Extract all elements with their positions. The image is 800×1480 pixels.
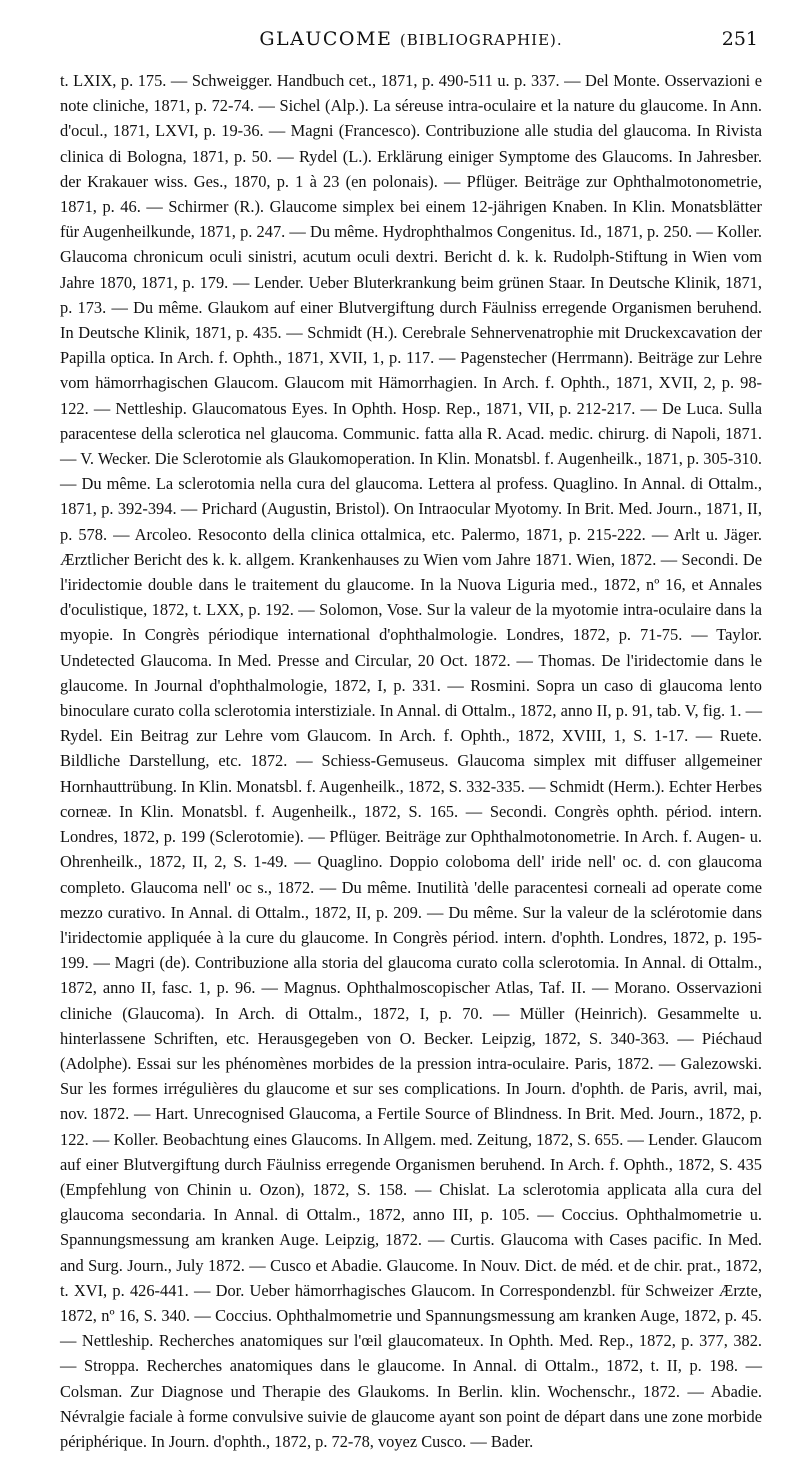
running-title-sub: (BIBLIOGRAPHIE). bbox=[399, 31, 563, 49]
running-title bbox=[60, 28, 762, 50]
running-head bbox=[60, 28, 762, 54]
page-number: 251 bbox=[721, 28, 758, 50]
running-title-main: GLAUCOME bbox=[259, 28, 393, 50]
bibliography-text: t. LXIX, p. 175. — Schweigger. Handbuch cet., 1871, p. 490-511 u. p. 337. — Del Monte. Osservazioni e note cliniche, 1871, p. 72-74. — Sichel (Alp.). La séreuse intra-oculaire et la nature du glaucome. In Ann. d'ocul., 1871, LXVI, p. 19-36. — Magni (Francesco). Contribuzione alle studia del glaucoma. In Rivista clinica di Bologna, 1871, p. 50. — Rydel (L.). Erklärung einiger Symptome des Glaucoms. In Jahresber. der Krakauer wiss. Ges., 1870, p. 1 à 23 (en polonais). — Pflüger. Beiträge zur Ophthalmotonometrie, 1871, p. 46. — Schirmer (R.). Glaucome simplex bei einem 12-jährigen Knaben. In Klin. Monatsblätter für Augenheilkunde, 1871, p. 247. — Du même. Hydrophthalmos Congenitus. Id., 1871, p. 250. — Koller. Glaucoma chronicum oculi sinistri, acutum oculi dextri. Bericht d. k. k. Rudolph-Stiftung in Wien vom Jahre 1870, 1871, p. 179. — Lender. Ueber Bluterkrankung beim grünen Staar. In Deutsche Klinik, 1871, p. 173. — Du même. Glaukom auf einer Blutvergiftung durch Fäulniss erregende Organismen beruhend. In Deutsche Klinik, 1871, p. 435. — Schmidt (H.). Cerebrale Sehnervenatrophie mit Druckexcavation der Papilla optica. In Arch. f. Ophth., 1871, XVII, 1, p. 117. — Pagenstecher (Herrmann). Beiträge zur Lehre vom hämorrhagischen Glaucom. Glaucom mit Hämorrhagien. In Arch. f. Ophth., 1871, XVII, 2, p. 98-122. — Nettleship. Glaucomatous Eyes. In Ophth. Hosp. Rep., 1871, VII, p. 212-217. — De Luca. Sulla paracentese della sclerotica nel glaucoma. Communic. fatta alla R. Acad. medic. chirurg. di Napoli, 1871. — V. Wecker. Die Sclerotomie als Glaukomoperation. In Klin. Monatsbl. f. Augenheilk., 1871, p. 305-310. — Du même. La sclerotomia nella cura del glaucoma. Lettera al profess. Quaglino. In Annal. di Ottalm., 1871, p. 392-394. — Prichard (Augustin, Bristol). On Intraocular Myotomy. In Brit. Med. Journ., 1871, II, p. 578. — Arcoleo. Resoconto della clinica ottalmica, etc. Palermo, 1871, p. 215-222. — Arlt u. Jäger. Ærztlicher Bericht des k. k. allgem. Krankenhauses zu Wien vom Jahre 1871. Wien, 1872. — Secondi. De l'iridectomie double dans le traitement du glaucome. In la Nuova Liguria med., 1872, nº 16, et Annales d'oculistique, 1872, t. LXX, p. 192. — Solomon, Vose. Sur la valeur de la myotomie intra-oculaire dans la myopie. In Congrès périodique international d'ophthalmologie. Londres, 1872, p. 71-75. — Taylor. Undetected Glaucoma. In Med. Presse and Circular, 20 Oct. 1872. — Thomas. De l'iridectomie dans le glaucome. In Journal d'ophthalmologie, 1872, I, p. 331. — Rosmini. Sopra un caso di glaucoma lento binoculare curato colla sclerotomia interstiziale. In Annal. di Ottalm., 1872, anno II, p. 91, tab. V, fig. 1. — Rydel. Ein Beitrag zur Lehre vom Glaucom. In Arch. f. Ophth., 1872, XVIII, 1, S. 1-17. — Ruete. Bildliche Darstellung, etc. 1872. — Schiess-Gemuseus. Glaucoma simplex mit diffuser allgemeiner Hornhauttrübung. In Klin. Monatsbl. f. Augenheilk., 1872, S. 332-335. — Schmidt (Herm.). Echter Herbes corneæ. In Klin. Monatsbl. f. Augenheilk., 1872, S. 165. — Secondi. Congrès ophth. périod. intern. Londres, 1872, p. 199 (Sclerotomie). — Pflüger. Beiträge zur Ophthalmotonometrie. In Arch. f. Augen- u. Ohrenheilk., 1872, II, 2, S. 1-49. — Quaglino. Doppio coloboma dell' iride nell' oc. d. con glaucoma completo. Glaucoma nell' oc s., 1872. — Du même. Inutilità 'delle paracentesi corneali ad operate come mezzo curativo. In Annal. di Ottalm., 1872, II, p. 209. — Du même. Sur la valeur de la sclérotomie dans l'iridectomie appliquée à la cure du glaucome. In Congrès périod. intern. d'ophth. Londres, 1872, p. 195-199. — Magri (de). Contribuzione alla storia del glaucoma curato colla sclerotomia. In Annal. di Ottalm., 1872, anno II, fasc. 1, p. 96. — Magnus. Ophthalmoscopischer Atlas, Taf. II. — Morano. Osservazioni cliniche (Glaucoma). In Arch. di Ottalm., 1872, I, p. 70. — Müller (Heinrich). Gesammelte u. hinterlassene Schriften, etc. Herausgegeben von O. Becker. Leipzig, 1872, S. 340-363. — Piéchaud (Adolphe). Essai sur les phénomènes morbides de la pression intra-oculaire. Paris, 1872. — Galezowski. Sur les formes irrégulières du glaucome et sur ses complications. In Journ. d'ophth. de Paris, avril, mai, nov. 1872. — Hart. Unrecognised Glaucoma, a Fertile Source of Blindness. In Brit. Med. Journ., 1872, p. 122. — Koller. Beobachtung eines Glaucoms. In Allgem. med. Zeitung, 1872, S. 655. — Lender. Glaucom auf einer Blutvergiftung durch Fäulniss erregende Organismen beruhend. In Arch. f. Ophth., 1872, S. 435 (Empfehlung von Chinin u. Ozon), 1872, S. 158. — Chislat. La sclerotomia applicata alla cura del glaucoma secondaria. In Annal. di Ottalm., 1872, anno III, p. 105. — Coccius. Ophthalmometrie u. Spannungsmessung am kranken Auge. Leipzig, 1872. — Curtis. Glaucoma with Cases pacific. In Med. and Surg. Journ., July 1872. — Cusco et Abadie. Glaucome. In Nouv. Dict. de méd. et de chir. prat., 1872, t. XVI, p. 426-441. — Dor. Ueber hämorrhagisches Glaucom. In Correspondenzbl. für Schweizer Ærzte, 1872, nº 16, S. 340. — Coccius. Ophthalmometrie und Spannungsmessung am kranken Auge, 1872, p. 45. — Nettleship. Recherches anatomiques sur l'œil glaucomateux. In Ophth. Med. Rep., 1872, p. 377, 382. — Stroppa. Recherches anatomiques dans le glaucome. In Annal. di Ottalm., 1872, t. II, p. 198. — Colsman. Zur Diagnose und Therapie des Glaukoms. In Berlin. klin. Wochenschr., 1872. — Abadie. Névralgie faciale à forme convulsive suivie de glaucome ayant son point de départ dans une zone morbide périphérique. In Journ. d'ophth., 1872, p. 72-78, voyez Cusco. — Bader. bbox=[60, 71, 763, 1451]
